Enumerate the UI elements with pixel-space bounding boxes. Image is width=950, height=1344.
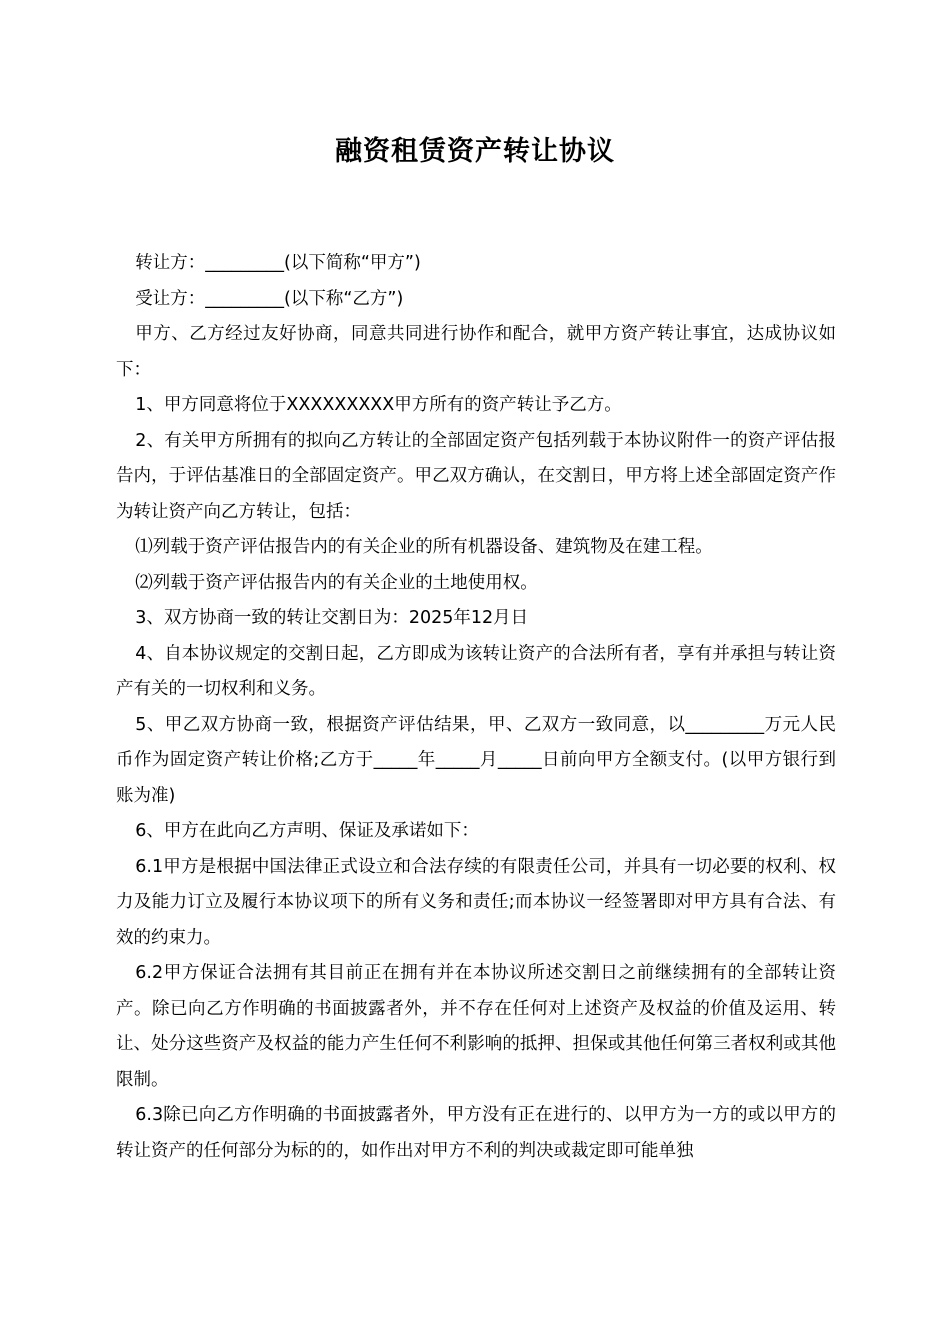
clause-6: 6、甲方在此向乙方声明、保证及承诺如下： xyxy=(135,821,479,841)
document-title: 融资租赁资产转让协议 xyxy=(335,136,615,167)
transferee-line: 受让方：_________(以下称“乙方”) xyxy=(135,288,404,309)
clause-2: 2、有关甲方所拥有的拟向乙方转让的全部固定资产包括列载于本协议附件一的资产评估报告内，于评估基准日的全部固定资产。甲乙双方确认，在交割日，甲方将上述全部固定资产作为转让资产向乙方转让，包括： xyxy=(116,430,836,522)
clause-2-item-1: ⑴列载于资产评估报告内的有关企业的所有机器设备、建筑物及在建工程。 xyxy=(135,537,713,557)
clause-1: 1、甲方同意将位于XXXXXXXXX甲方所有的资产转让予乙方。 xyxy=(135,395,622,415)
clause-3: 3、双方协商一致的转让交割日为：2025年12月日 xyxy=(135,608,529,628)
clause-6-1: 6.1甲方是根据中国法律正式设立和合法存续的有限责任公司，并具有一切必要的权利、权力及能力订立及履行本协议项下的所有义务和责任;而本协议一经签署即对甲方具有合法、有效的约束力。 xyxy=(116,856,836,948)
clause-6-2: 6.2甲方保证合法拥有其目前正在拥有并在本协议所述交割日之前继续拥有的全部转让资产。除已向乙方作明确的书面披露者外，并不存在任何对上述资产及权益的价值及运用、转让、处分这些资产及权益的能力产生任何不利影响的抵押、担保或其他任何第三者权利或其他限制。 xyxy=(116,963,836,1090)
transferor-line: 转让方：_________(以下简称“甲方”) xyxy=(135,253,421,273)
document-body xyxy=(116,246,836,1169)
clause-4: 4、自本协议规定的交割日起，乙方即成为该转让资产的合法所有者，享有并承担与转让资产有关的一切权利和义务。 xyxy=(116,643,836,699)
clause-2-item-2: ⑵列载于资产评估报告内的有关企业的土地使用权。 xyxy=(135,572,538,593)
preamble-paragraph: 甲方、乙方经过友好协商，同意共同进行协作和配合，就甲方资产转让事宜，达成协议如下： xyxy=(116,324,836,380)
clause-6-3: 6.3除已向乙方作明确的书面披露者外，甲方没有正在进行的、以甲方为一方的或以甲方的转让资产的任何部分为标的的，如作出对甲方不利的判决或裁定即可能单独 xyxy=(116,1105,836,1161)
clause-5: 5、甲乙双方协商一致，根据资产评估结果，甲、乙双方一致同意，以_________万元人民币作为固定资产转让价格;乙方于_____年_____月_____日前向甲方全额支付。(以甲方银行到账为准) xyxy=(116,714,836,806)
